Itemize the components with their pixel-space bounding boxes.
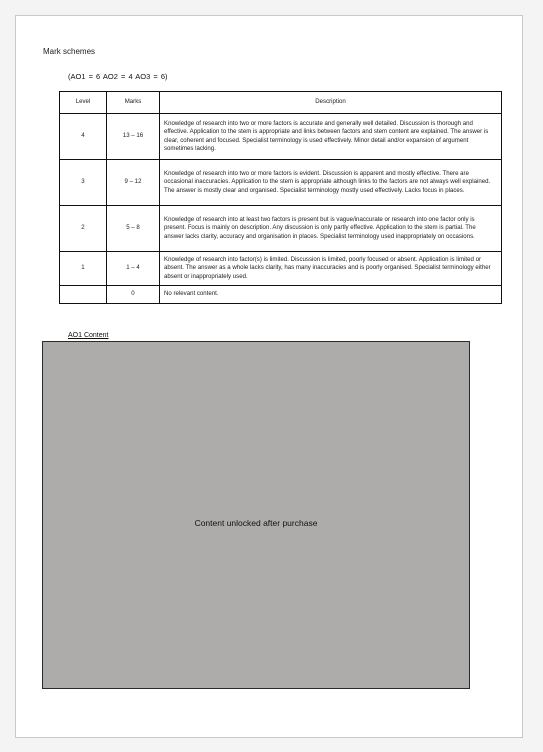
- header-description: Description: [160, 92, 502, 114]
- table-header-row: [60, 92, 502, 114]
- table-row: [60, 286, 502, 304]
- level-cell: 4: [60, 114, 107, 160]
- marks-cell: 13 – 16: [107, 114, 160, 160]
- mark-scheme-table: [59, 91, 502, 304]
- level-cell: 1: [60, 252, 107, 286]
- header-marks: Marks: [107, 92, 160, 114]
- ao1-content-heading: AO1 Content: [68, 332, 109, 339]
- page-heading: Mark schemes: [43, 47, 96, 56]
- level-cell: [60, 286, 107, 304]
- marks-cell: 1 – 4: [107, 252, 160, 286]
- description-cell: Knowledge of research into two or more factors is accurate and generally well detailed. Discussion is thorough and effective. Application to the stem is appropriate and links between factors and stem content are explained. The answer is clear, coherent and focused. Specialist terminology is used effectively. Minor detail and/or expansion of argument sometimes lacking.: [160, 114, 502, 160]
- marks-cell: 9 – 12: [107, 160, 160, 206]
- description-cell: Knowledge of research into factor(s) is limited. Discussion is limited, poorly focused or absent. Application is limited or absent. The answer as a whole lacks clarity, has many inaccuracies and is poorly organised. Specialist terminology either absent or inappropriately used.: [160, 252, 502, 286]
- level-cell: 3: [60, 160, 107, 206]
- ao-breakdown: (AO1 = 6 AO2 = 4 AO3 = 6): [68, 72, 168, 81]
- level-cell: 2: [60, 206, 107, 252]
- locked-message: Content unlocked after purchase: [194, 518, 318, 528]
- locked-content-overlay[interactable]: [42, 341, 470, 689]
- marks-cell: 0: [107, 286, 160, 304]
- header-level: Level: [60, 92, 107, 114]
- table-row: [60, 160, 502, 206]
- description-cell: No relevant content.: [160, 286, 502, 304]
- table-row: [60, 114, 502, 160]
- table-row: [60, 252, 502, 286]
- description-cell: Knowledge of research into at least two factors is present but is vague/inaccurate or research into one factor only is present. Focus is mainly on description. Any discussion is only partly effective. Application to the stem is partial. The answer lacks clarity, accuracy and organisation in places. Specialist terminology used inappropriately on occasions.: [160, 206, 502, 252]
- description-cell: Knowledge of research into two or more factors is evident. Discussion is apparent and mostly effective. There are occasional inaccuracies. Application to the stem is appropriate although links to the factors are not always well explained. The answer is mostly clear and organised. Specialist terminology mostly used effectively. Lacks focus in places.: [160, 160, 502, 206]
- marks-cell: 5 – 8: [107, 206, 160, 252]
- table-row: [60, 206, 502, 252]
- document-page: [15, 15, 523, 738]
